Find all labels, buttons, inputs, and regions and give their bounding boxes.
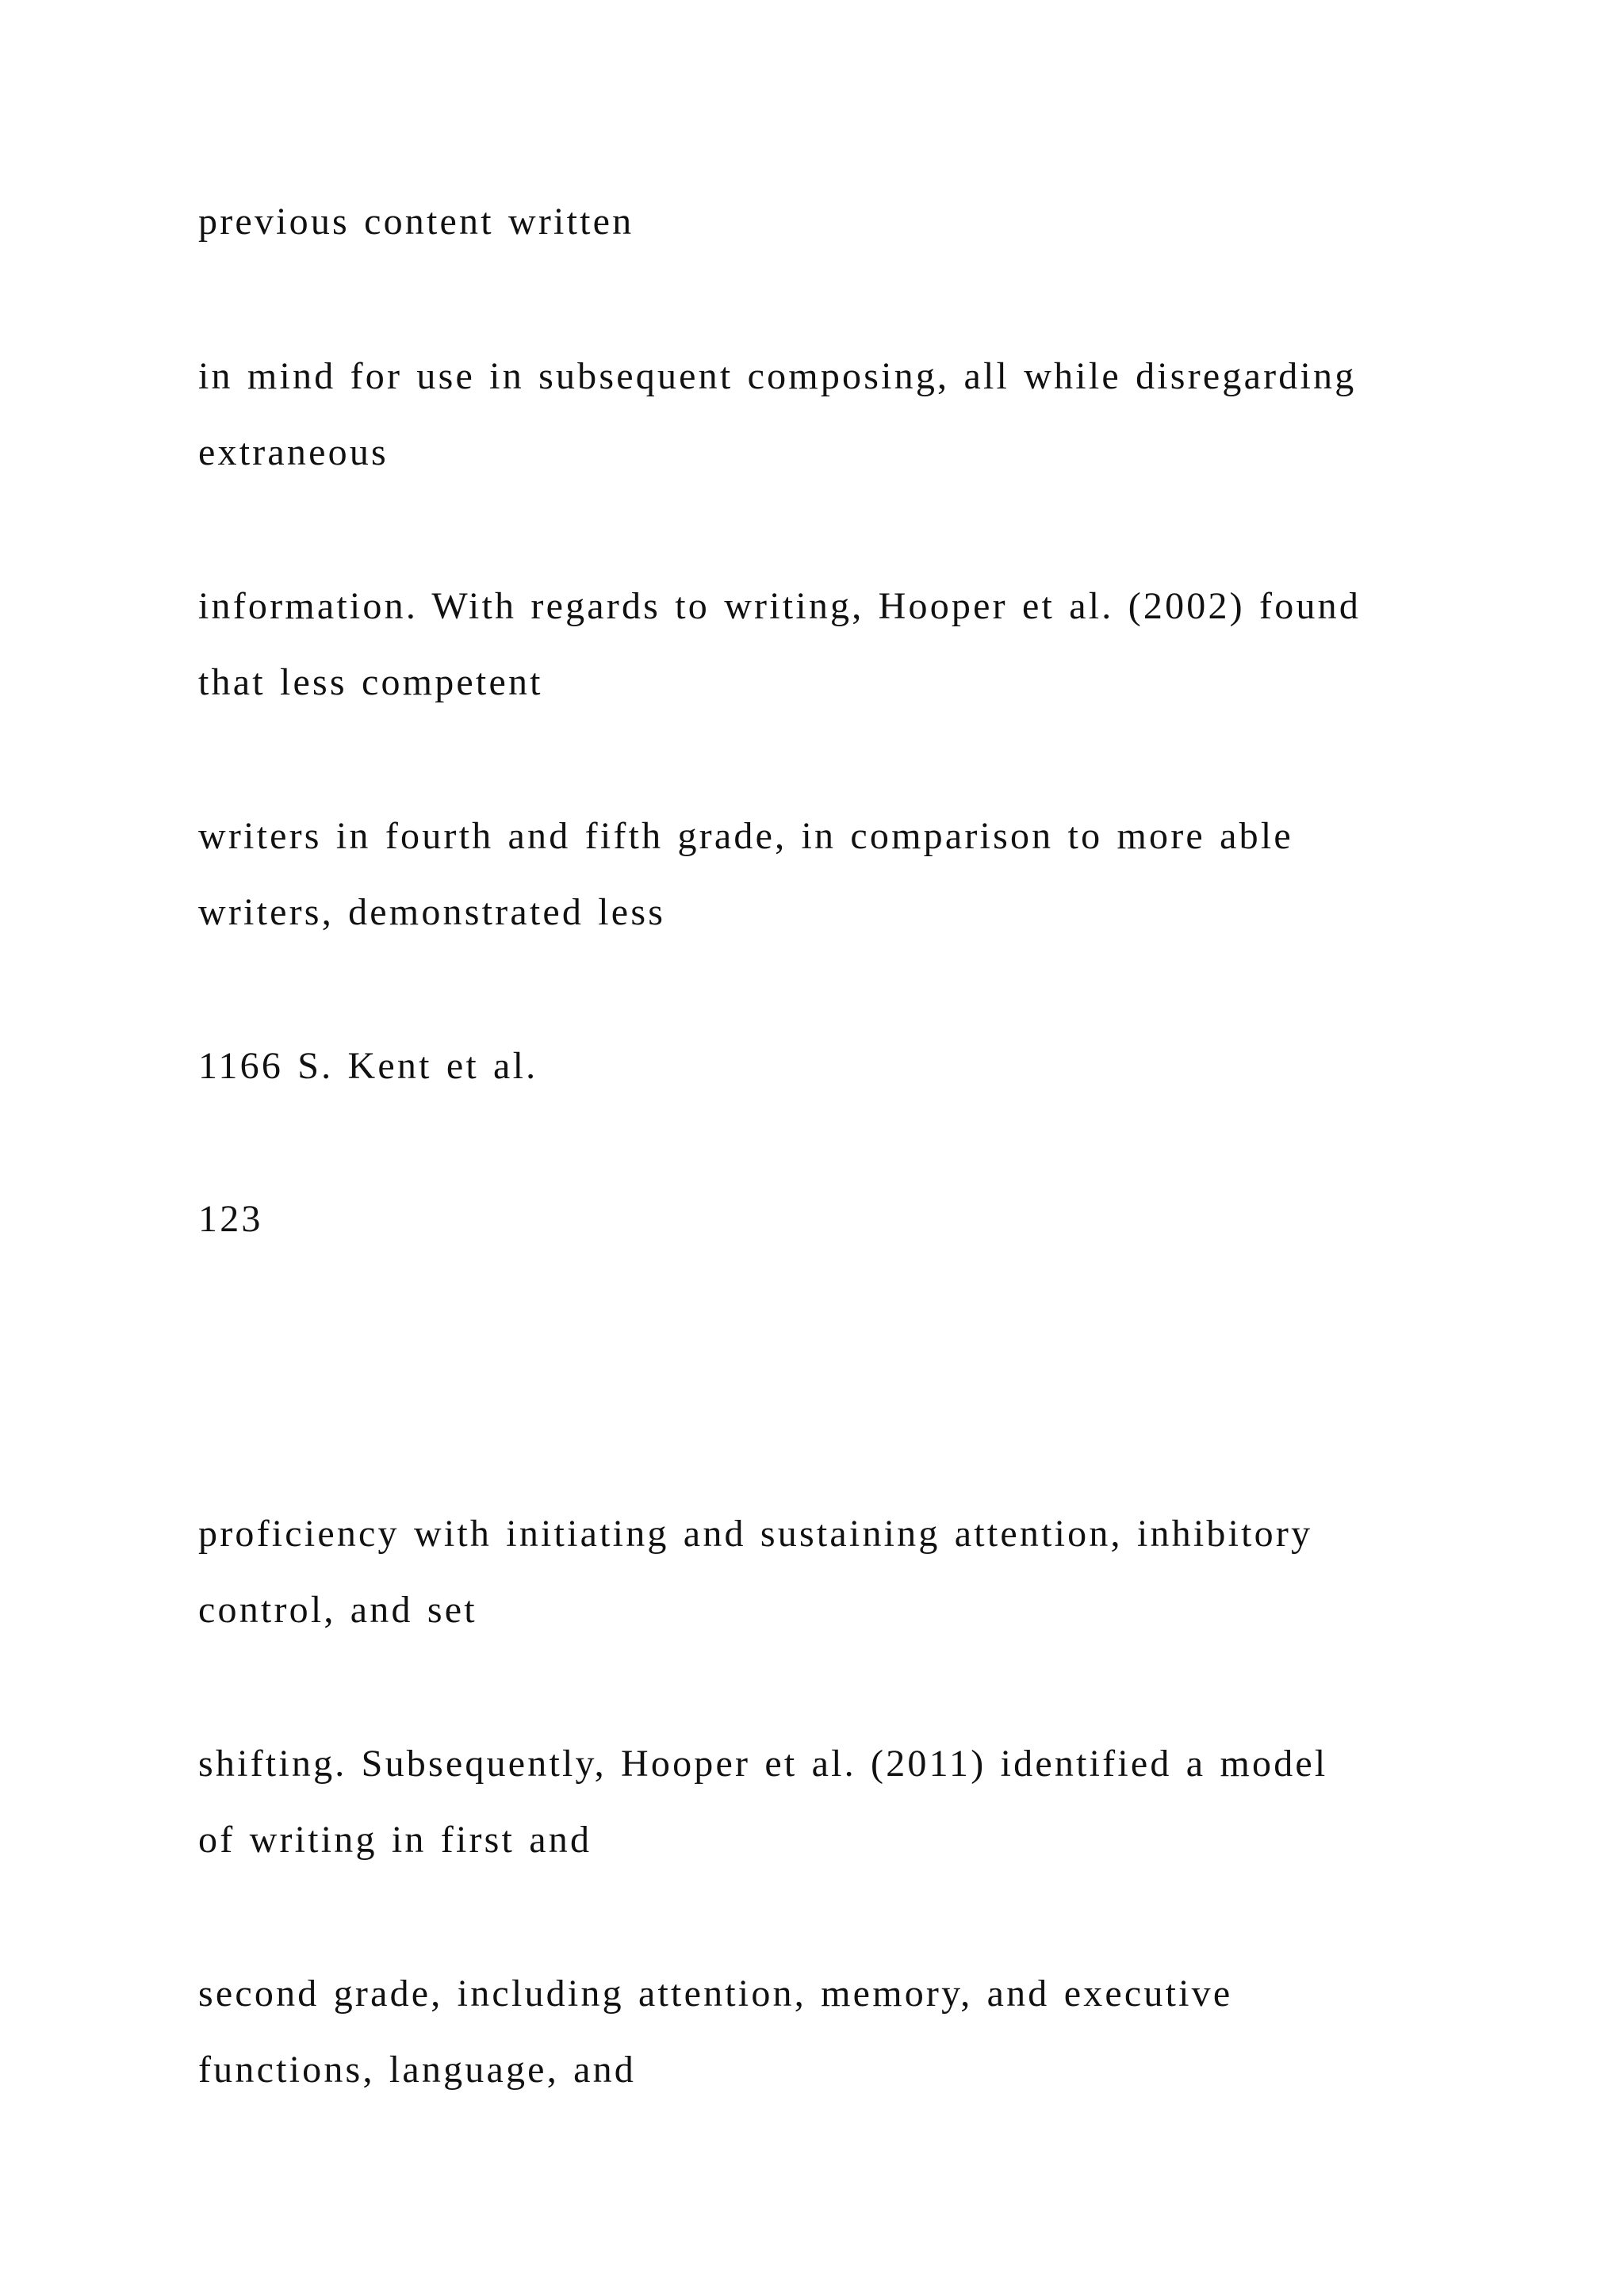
- text-line: extraneous: [198, 431, 389, 473]
- paragraph: [198, 1956, 1232, 2108]
- paragraph: [198, 1496, 1312, 1648]
- text-line: second grade, including attention, memory, and executive: [198, 1973, 1233, 2015]
- text-line: in mind for use in subsequent composing, all while disregarding: [198, 355, 1357, 397]
- text-line: writers in fourth and fifth grade, in comparison to more able: [198, 815, 1293, 857]
- paragraph: [198, 568, 1361, 721]
- text-line: previous content written: [198, 201, 634, 243]
- text-line: proficiency with initiating and sustaining attention, inhibitory: [198, 1513, 1313, 1555]
- text-line: that less competent: [198, 661, 543, 703]
- text-line: information. With regards to writing, Hooper et al. (2002) found: [198, 585, 1362, 627]
- text-line: shifting. Subsequently, Hooper et al. (2011) identified a model: [198, 1743, 1328, 1785]
- page-number: [198, 1181, 263, 1257]
- text-line: writers, demonstrated less: [198, 891, 666, 933]
- text-line: control, and set: [198, 1589, 477, 1631]
- paragraph: [198, 184, 634, 260]
- running-header: [198, 1028, 538, 1104]
- text-line: functions, language, and: [198, 2049, 636, 2091]
- text-line: 123: [198, 1198, 263, 1240]
- paragraph: [198, 1726, 1327, 1878]
- paragraph: [198, 798, 1293, 951]
- text-line: of writing in first and: [198, 1819, 592, 1861]
- text-line: 1166 S. Kent et al.: [198, 1045, 538, 1087]
- paragraph: [198, 339, 1356, 491]
